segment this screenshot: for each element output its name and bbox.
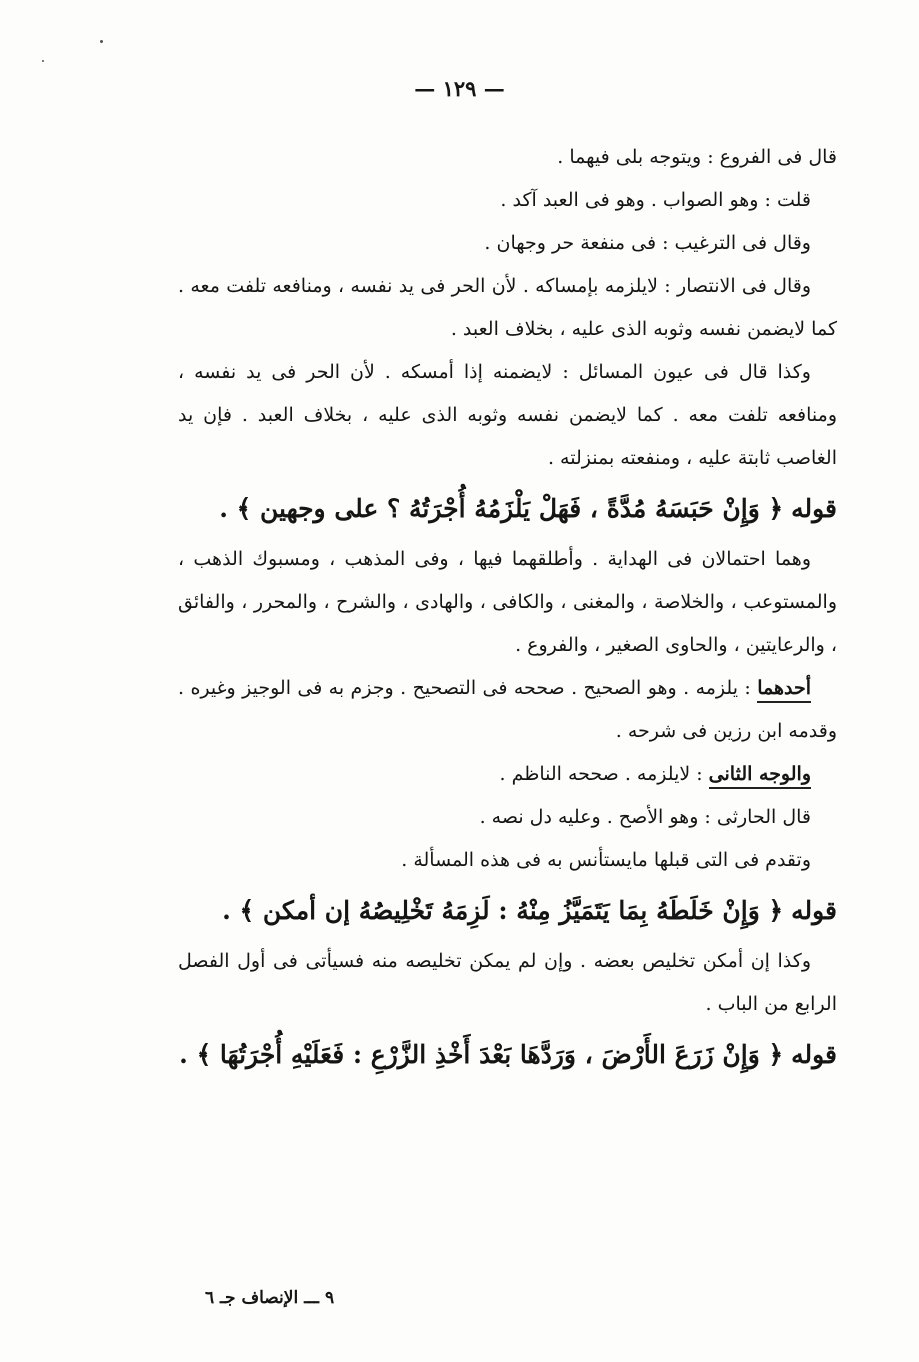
text-block [178, 136, 837, 1084]
paragraph-text: وتقدم فى التى قبلها مايستأنس به فى هذه المسألة . [401, 849, 811, 871]
body-paragraph [178, 538, 837, 667]
paragraph-text: : يلزمه . وهو الصحيح . صححه فى التصحيح . وجزم به فى الوجيز وغيره . وقدمه ابن رزين فى شرحه . [178, 677, 837, 742]
heading-quote: ﴿ وَإِنْ خَلَطَهُ بِمَا يَتَمَيَّزُ مِنْهُ : لَزِمَهُ تَخْلِيصُهُ إن أمكن ﴾ . [222, 896, 784, 925]
body-paragraph [178, 753, 837, 796]
paragraph-text: قال الحارثى : وهو الأصح . وعليه دل نصه . [479, 806, 811, 828]
paragraph-text: قلت : وهو الصواب . وهو فى العبد آكد . [500, 189, 811, 211]
body-paragraph [178, 222, 837, 265]
heading-quote: ﴿ وَإِنْ زَرَعَ الأَرْضَ ، وَرَدَّهَا بَعْدَ أَخْذِ الزَّرْعِ : فَعَلَيْهِ أُجْرَتُهَا ﴾ . [179, 1040, 784, 1069]
paragraph-text: وكذا إن أمكن تخليص بعضه . وإن لم يمكن تخليصه منه فسيأتى فى أول الفصل الرابع من الباب . [178, 950, 837, 1015]
body-paragraph [178, 796, 837, 839]
footer-signature: ٩ ـــ الإنصاف جـ ٦ [205, 1288, 335, 1308]
paragraph-text: وقال فى الانتصار : لايلزمه بإمساكه . لأن الحر فى يد نفسه ، ومنافعه تلفت معه . كما لايضمن نفسه وثوبه الذى عليه ، بخلاف العبد . [178, 275, 837, 340]
body-paragraph [178, 667, 837, 753]
paragraph-text: : لايلزمه . صححه الناظم . [499, 763, 709, 785]
paragraph-text: قال فى الفروع : ويتوجه بلى فيهما . [557, 146, 837, 168]
section-heading [178, 482, 837, 536]
section-heading [178, 884, 837, 938]
body-paragraph [178, 351, 837, 480]
body-paragraph [178, 265, 837, 351]
heading-lead: قوله [791, 896, 837, 925]
paragraph-text: وكذا قال فى عيون المسائل : لايضمنه إذا أمسكه . لأن الحر فى يد نفسه ، ومنافعه تلفت معه . كما لايضمن نفسه وثوبه الذى عليه ، بخلاف العبد . فإن يد الغاصب ثابتة عليه ، ومنفعته بمنزلته . [178, 361, 837, 469]
paragraph-text: وهما احتمالان فى الهداية . وأطلقهما فيها ، وفى المذهب ، ومسبوك الذهب ، والمستوعب ، والخلاصة ، والمغنى ، والكافى ، والهادى ، والشرح ، والمحرر ، والفائق ، والرعايتين ، والحاوى الصغير ، والفروع . [178, 548, 837, 656]
heading-lead: قوله [791, 1040, 837, 1069]
body-paragraph [178, 136, 837, 179]
scan-speck [100, 40, 103, 43]
page-number: — ١٢٩ — [414, 76, 505, 101]
section-heading [178, 1028, 837, 1082]
heading-lead: قوله [791, 494, 837, 523]
body-paragraph [178, 839, 837, 882]
body-paragraph [178, 179, 837, 222]
paragraph-text: وقال فى الترغيب : فى منفعة حر وجهان . [484, 232, 811, 254]
paragraph-lead: والوجه الثانى [709, 763, 811, 789]
paragraph-lead: أحدهما [757, 677, 811, 703]
body-paragraph [178, 940, 837, 1026]
scan-speck [42, 60, 44, 62]
heading-quote: ﴿ وَإِنْ حَبَسَهُ مُدَّةً ، فَهَلْ يَلْزَمُهُ أُجْرَتُهُ ؟ على وجهين ﴾ . [219, 494, 784, 523]
